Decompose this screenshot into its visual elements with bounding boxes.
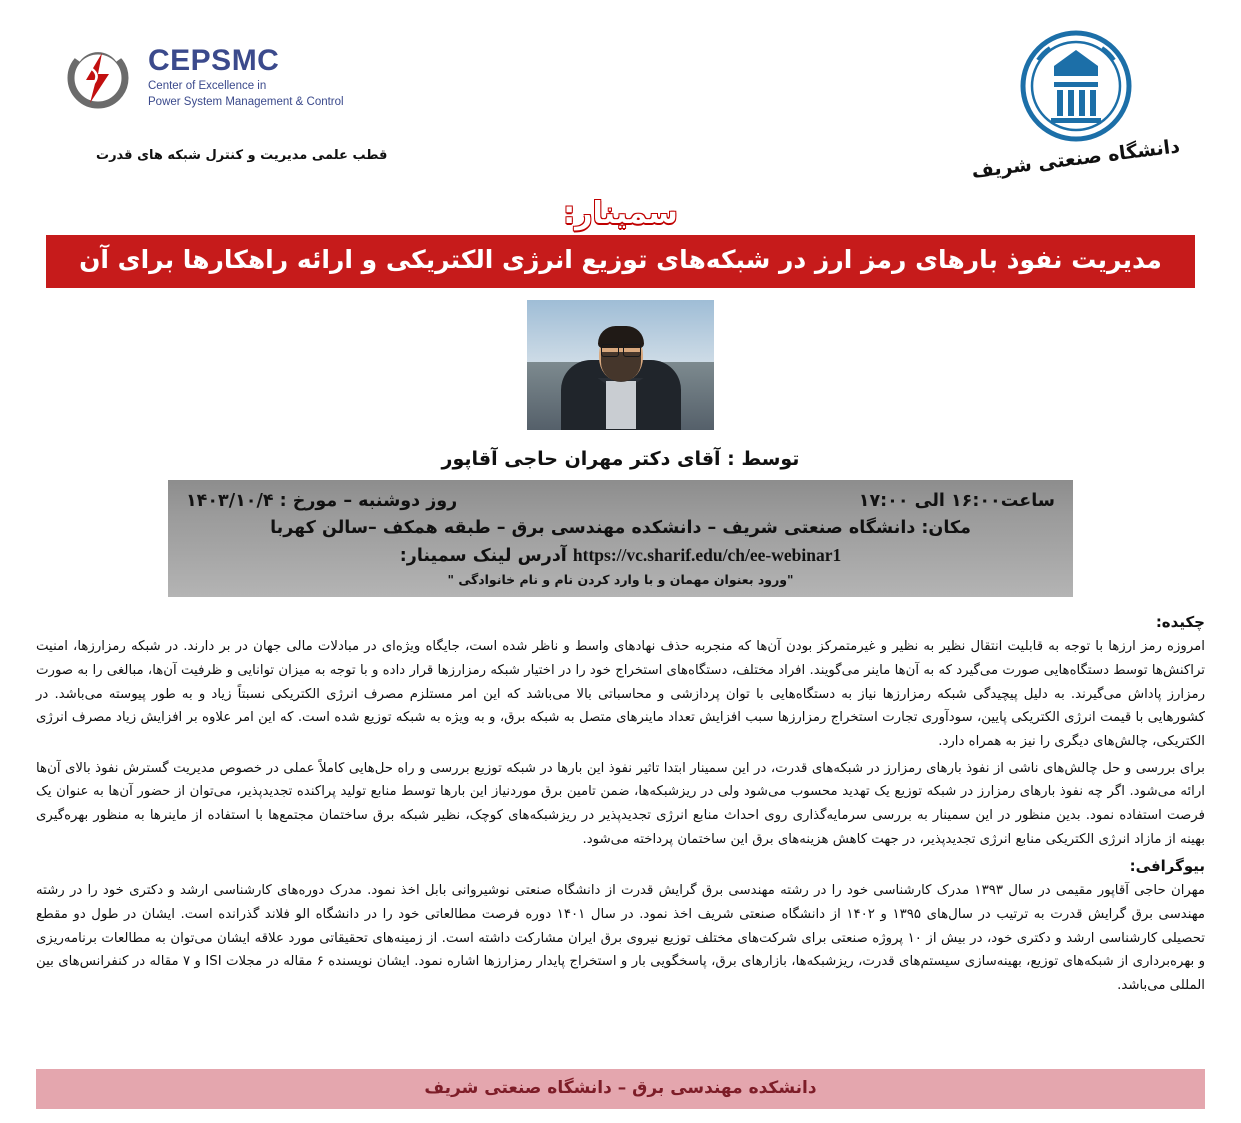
event-details-box [168,480,1073,597]
event-link-label: آدرس لینک سمینار: [399,546,567,567]
document-content [36,613,1205,997]
abstract-heading: چکیده: [1155,613,1205,632]
page-header [0,0,1241,190]
event-time: ساعت۱۶:۰۰ الی ۱۷:۰۰ [858,491,1055,511]
event-place: مکان: دانشگاه صنعتی شریف – دانشکده مهندسی برق – طبقه همکف –سالن کهربا [270,518,971,539]
cepsmc-line1: Center of Excellence in [148,79,267,92]
event-datetime-row [186,488,1055,515]
event-link-url[interactable]: https://vc.sharif.edu/ch/ee-webinar1 [572,545,842,566]
cepsmc-mark-icon [62,47,134,109]
event-date: روز دوشنبه – مورخ : ۱۴۰۳/۱۰/۴ [186,491,458,511]
cepsmc-persian-name: قطب علمی مدیریت و کنترل شبکه های قدرت [96,148,388,163]
cepsmc-line2: Power System Management & Control [148,95,344,108]
photo-shirt [606,381,636,429]
sharif-university-name: دانشگاه صنعتی شریف [970,135,1182,183]
bio-paragraph-1: مهران حاجی آقاپور مقیمی در سال ۱۳۹۳ مدرک کارشناسی خود را در رشته مهندسی برق گرایش قدرت از دانشگاه صنعتی نوشیروانی بابل اخذ نمود. مدرک دوره‌های کارشناسی ارشد و دکتری خود را در رشته مهندسی برق گرایش قدرت به ترتیب در سال‌های ۱۳۹۵ و ۱۴۰۲ از دانشگاه صنعتی شریف اخذ نمود. در سال ۱۴۰۱ دوره فرصت مطالعاتی خود را در دانشگاه الو فلاند گذرانده است. ایشان در طول دو مقطع تحصیلی کارشناسی ارشد و دکتری خود، در بیش از ۱۰ پروژه صنعتی برای شرکت‌های مختلف توزیع نیروی برق ایران مشارکت داشته است. از زمینه‌های تحقیقاتی مورد علاقه ایشان می‌توان به مطالعات برنامه‌ریزی و بهره‌برداری از شبکه‌های توزیع، بهینه‌سازی سیستم‌های قدرت، ریزشبکه‌ها، بازارهای برق، پاسخگویی بار و استخراج پایدار رمزارزها اشاره نمود. ایشان نویسنده ۶ مقاله در مجلات ISI و ۷ مقاله در کنفرانس‌های بین المللی می‌باشد. [36,883,1206,993]
speaker-photo-container [0,300,1241,434]
seminar-title: مدیریت نفوذ بارهای رمز ارز در شبکه‌های توزیع انرژی الکتریکی و ارائه راهکارها برای آن [46,235,1195,288]
abstract-paragraph-1: امروزه رمز ارزها با توجه به قابلیت انتقال نظیر به نظیر و غیرمتمرکز بودن آن‌ها که منجربه حذف نهادهای واسط و ناظر شده است، جایگاه ویژه‌ای در مبادلات مالی جهان در بر دارند. در شبکه رمزارزها، امنیت تراکنش‌ها توسط دستگاه‌هایی صورت می‌گیرد که به آن‌ها ماینر می‌گویند. افراد مختلف، دستگاه‌های استخراج خود را در اختیار شبکه رمزارزها قرار داده و با توجه به میزان توانایی و ظرفیت آن‌ها، مبالغی را به صورت رمزارز پاداش می‌گیرند. به دلیل پیچیدگی شبکه رمزارزها نیاز به دستگاه‌هایی با توان پردازشی و محاسباتی بالا می‌باشد که این امر مستلزم مصرف انرژی الکتریکی نسبتاً زیاد و به طور پیوسته می‌باشد. در کشورهایی با قیمت انرژی الکتریکی پایین، سودآوری تجارت استخراج رمزارزها سبب افزایش تعداد ماینرهای متصل به شبکه برق، و به ویژه به شبکه توزیع شده است. که این امر علاوه بر افزایش زیاد مصرف انرژی الکتریکی، چالش‌های دیگری را نیز به همراه دارد. [36,639,1205,749]
sharif-seal-icon [1020,30,1132,142]
page-footer: دانشکده مهندسی برق – دانشگاه صنعتی شریف [36,1069,1205,1109]
photo-glasses-icon [601,344,641,355]
speaker-name: توسط : آقای دکتر مهران حاجی آقاپور [441,448,800,470]
cepsmc-acronym: CEPSMC [148,44,280,77]
sharif-logo [970,30,1182,183]
seminar-kicker: سمینار: [563,196,678,231]
cepsmc-logo [62,45,412,115]
event-link-row [186,542,1055,570]
abstract-paragraph-2: برای بررسی و حل چالش‌های ناشی از نفوذ بارهای رمزارز در شبکه‌های قدرت، در این سمینار ابتدا تاثیر نفوذ این بارها در شبکه توزیع بررسی و راه حل‌هایی کاملاً عملی در خصوص مدیریت گسترش نفوذ بالای آن‌ها ارائه می‌شود. اگر چه نفوذ بارهای رمزارز در شبکه توزیع یک تهدید محسوب می‌شود ولی در ریزشبکه‌ها، ضمن تامین برق موردنیاز این بارها توسط منابع تولید پراکنده تجدیدپذیر، می‌توان از حضور آن‌ها به عنوان یک فرصت استفاده نمود. بدین منظور در این سمینار به بررسی سرمایه‌گذاری روی احداث منابع انرژی تجدیدپذیر در ریزشبکه‌های کوچک، نظیر شبکه برق ساختمان مجتمع‌ها با استفاده از ماینرها به منظور بهره‌گیری بهینه از مازاد انرژی الکتریکی منابع انرژی تجدیدپذیر، در جهت کاهش هزینه‌های برق این ساختمان پرداخته می‌شود. [36,760,1205,847]
speaker-photo [527,300,714,430]
bio-heading: بیوگرافی: [1129,857,1205,876]
event-join-note: "ورود بعنوان مهمان و با وارد کردن نام و نام خانوادگی " [447,572,794,588]
